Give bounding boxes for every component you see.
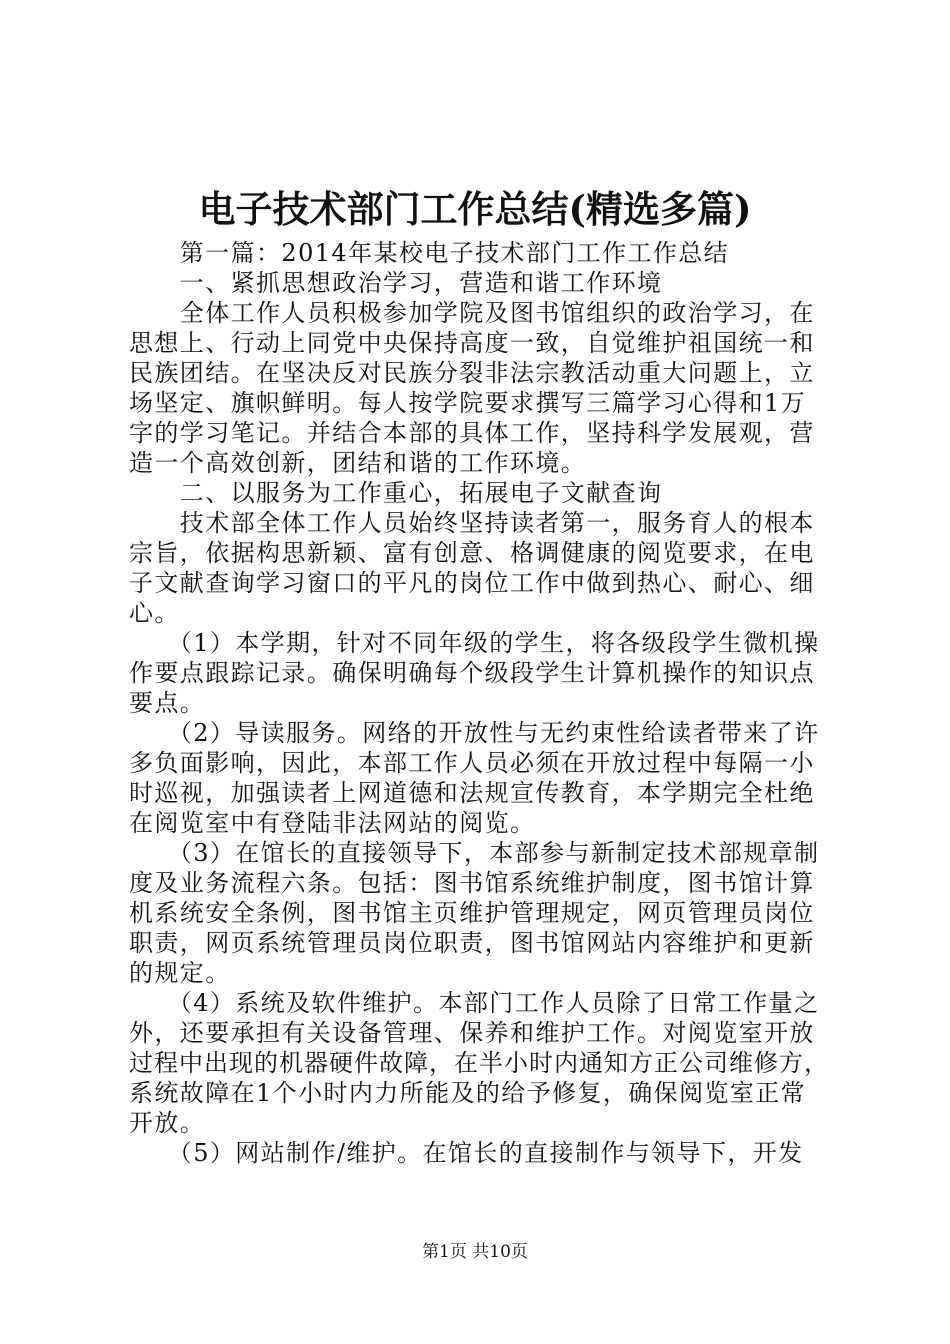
body-line: 的规定。 xyxy=(129,959,231,987)
page-footer: 第1页 共10页 xyxy=(422,1242,528,1262)
body-line: 要点。 xyxy=(129,689,206,717)
body-line: （4）系统及软件维护。本部门工作人员除了日常工作量之 xyxy=(129,989,820,1017)
body-line: （1）本学期，针对不同年级的学生，将各级段学生微机操 xyxy=(129,629,820,657)
body-line: 字的学习笔记。并结合本部的具体工作，坚持科学发展观，营 xyxy=(129,419,815,447)
body-line: 职责，网页系统管理员岗位职责，图书馆网站内容维护和更新 xyxy=(129,929,815,957)
body-line: 心。 xyxy=(129,599,180,627)
body-line: 过程中出现的机器硬件故障，在半小时内通知方正公司维修方， xyxy=(129,1049,829,1077)
body-line: 作要点跟踪记录。确保明确每个级段学生计算机操作的知识点 xyxy=(129,659,815,687)
body-line: 全体工作人员积极参加学院及图书馆组织的政治学习，在 xyxy=(129,299,815,327)
body-line: 民族团结。在坚决反对民族分裂非法宗教活动重大问题上，立 xyxy=(129,359,815,387)
body-line: 一、紧抓思想政治学习，营造和谐工作环境 xyxy=(129,269,663,297)
body-line: 系统故障在1个小时内力所能及的给予修复，确保阅览室正常 xyxy=(129,1079,807,1107)
body-line: （2）导读服务。网络的开放性与无约束性给读者带来了许 xyxy=(129,719,820,747)
body-line: 二、以服务为工作重心，拓展电子文献查询 xyxy=(129,479,663,507)
body-line: 宗旨，依据构思新颖、富有创意、格调健康的阅览要求，在电 xyxy=(129,539,815,567)
body-line: （5）网站制作/维护。在馆长的直接制作与领导下，开发 xyxy=(129,1139,804,1167)
body-line: 外，还要承担有关设备管理、保养和维护工作。对阅览室开放 xyxy=(129,1019,815,1047)
document-body xyxy=(129,238,829,1168)
body-line: 机系统安全条例，图书馆主页维护管理规定，网页管理员岗位 xyxy=(129,899,815,927)
body-line: 在阅览室中有登陆非法网站的阅览。 xyxy=(129,809,536,837)
body-line: 第一篇：2014年某校电子技术部门工作工作总结 xyxy=(129,239,730,267)
body-line: 时巡视，加强读者上网道德和法规宣传教育，本学期完全杜绝 xyxy=(129,779,815,807)
body-line: 思想上、行动上同党中央保持高度一致，自觉维护祖国统一和 xyxy=(129,329,815,357)
body-line: 造一个高效创新，团结和谐的工作环境。 xyxy=(129,449,587,477)
body-line: 子文献查询学习窗口的平凡的岗位工作中做到热心、耐心、细 xyxy=(129,569,815,597)
body-line: 技术部全体工作人员始终坚持读者第一，服务育人的根本 xyxy=(129,509,815,537)
body-line: 开放。 xyxy=(129,1109,206,1137)
document-title: 电子技术部门工作总结(精选多篇) xyxy=(198,187,752,231)
body-line: 度及业务流程六条。包括：图书馆系统维护制度，图书馆计算 xyxy=(129,869,815,897)
body-line: （3）在馆长的直接领导下，本部参与新制定技术部规章制 xyxy=(129,839,820,867)
body-line: 场坚定、旗帜鲜明。每人按学院要求撰写三篇学习心得和1万 xyxy=(129,389,807,417)
body-line: 多负面影响，因此，本部工作人员必须在开放过程中每隔一小 xyxy=(129,749,815,777)
